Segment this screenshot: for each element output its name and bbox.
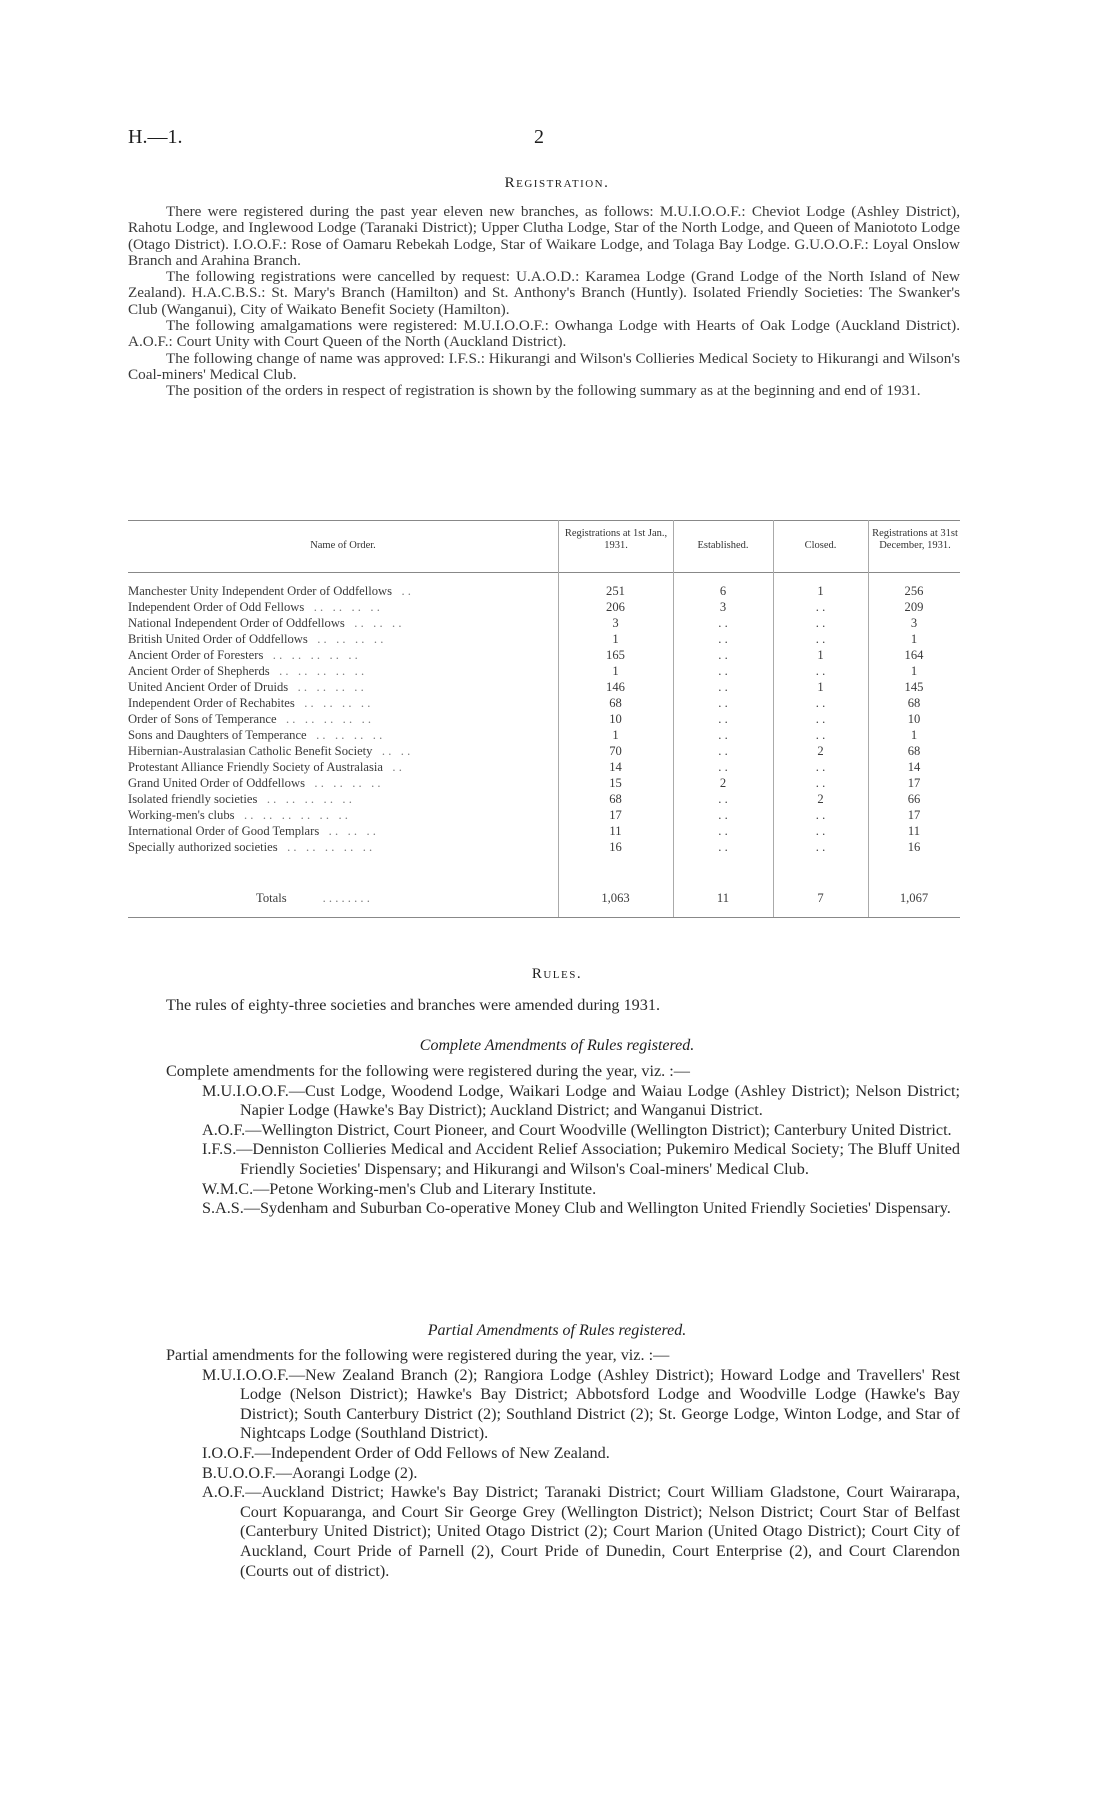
cell-end: 17 <box>907 808 921 822</box>
cell-end: 66 <box>907 792 921 806</box>
amendment-entry: I.O.O.F.—Independent Order of Odd Fellows of New Zealand. <box>202 1443 610 1462</box>
amendment-entry: M.U.I.O.O.F.—Cust Lodge, Woodend Lodge, Waikari Lodge and Waiau Lodge (Ashley District); Nelson District; Napier Lodge (Hawke's Bay District); Auckland District; and Wanganui District. <box>202 1081 960 1120</box>
cell-closed: . . <box>815 664 826 678</box>
cell-start: 14 <box>609 760 622 774</box>
cell-end: 17 <box>907 776 921 790</box>
table-row <box>128 792 960 808</box>
cell-established: . . <box>718 664 728 678</box>
cell-end: 14 <box>907 760 921 774</box>
cell-established: 6 <box>719 584 727 598</box>
order-name-text: Independent Order of Odd Fellows <box>128 600 305 614</box>
order-name <box>128 760 558 775</box>
totals-start: 1,063 <box>601 891 630 905</box>
table-bottom-rule <box>128 917 960 918</box>
rules-title: Rules. <box>531 966 583 982</box>
order-name <box>128 696 558 711</box>
header-established: Established. <box>697 540 749 551</box>
report-code: H.—1. <box>128 126 183 148</box>
header-name-of-order: Name of Order. <box>310 540 376 551</box>
cell-end: 10 <box>907 712 921 726</box>
order-name <box>128 728 558 743</box>
totals-established: 11 <box>716 891 730 905</box>
leader-dots: . . . . . . . . . . . . <box>234 808 348 822</box>
cell-closed: . . <box>815 600 826 614</box>
complete-amendments-lead: Complete amendments for the following were registered during the year, viz. :— <box>166 1062 690 1080</box>
registration-paragraph: The following amalgamations were registered: M.U.I.O.O.F.: Owhanga Lodge with Hearts of Oak Lodge (Auckland District). A.O.F.: Court Unity with Court Queen of the North (Auckland District). <box>128 317 960 351</box>
order-name-text: Order of Sons of Temperance <box>128 712 277 726</box>
cell-established: . . <box>718 824 728 838</box>
cell-start: 206 <box>606 600 625 614</box>
complete-amendments-title: Complete Amendments of Rules registered. <box>419 1037 695 1054</box>
amendment-entry: A.O.F.—Auckland District; Hawke's Bay District; Taranaki District; Court William Gladstone, Court Wairarapa, Court Kopuaranga, and Court Sir George Grey (Wellington District); Nelson District; Court Star of Belfast (Canterbury United District); United Otago District (2); Court Marion (United Otago District); Court City of Auckland, Court Pride of Parnell (2), Court Pride of Dunedin, Court Enterprise (2), and Court Clarendon (Courts out of district). <box>202 1483 960 1580</box>
cell-closed: 1 <box>817 680 824 694</box>
partial-amendments-text <box>128 1346 960 1581</box>
totals-closed: 7 <box>817 891 824 905</box>
cell-established: . . <box>718 616 728 630</box>
rules-intro-text: The rules of eighty-three societies and branches were amended during 1931. <box>166 996 660 1014</box>
leader-dots: . . . . . . . . . . <box>269 664 365 678</box>
rules-intro <box>128 996 960 1016</box>
cell-end: 3 <box>910 616 918 630</box>
leader-dots: . . . . . . . . . . <box>276 712 372 726</box>
table-row <box>128 840 960 856</box>
partial-amendments-lead: Partial amendments for the following were registered during the year, viz. :— <box>166 1346 670 1364</box>
table-row <box>128 600 960 616</box>
amendment-entry: I.F.S.—Denniston Collieries Medical and Accident Relief Association; Pukemiro Medical Society; The Bluff United Friendly Societies' Dispensary; and Hikurangi and Wilson's Coal-miners' Medical Club. <box>202 1140 960 1178</box>
cell-start: 1 <box>612 664 619 678</box>
order-name <box>128 824 558 839</box>
cell-closed: . . <box>815 840 826 854</box>
cell-established: 2 <box>719 776 727 790</box>
cell-end: 209 <box>904 600 924 614</box>
registration-text <box>128 204 960 400</box>
cell-established: . . <box>718 728 728 742</box>
cell-end: 145 <box>904 680 924 694</box>
totals-row <box>128 891 960 907</box>
leader-dots: . . . . . . . . <box>294 696 371 710</box>
order-name-text: Working-men's clubs <box>128 808 235 822</box>
cell-start: 146 <box>606 680 625 694</box>
leader-dots: . . . . . . <box>344 616 402 630</box>
header-registrations-end: Registrations at 31st December, 1931. <box>872 528 958 551</box>
table-row <box>128 632 960 648</box>
registration-paragraph: The following registrations were cancelled by request: U.A.O.D.: Karamea Lodge (Grand Lodge of the North Island of New Zealand). H.A.C.B.S.: St. Mary's Branch (Hamilton) and St. Anthony's Branch (Huntly). Isolated Friendly Societies: The Swanker's Club (Wanganui), City of Waikato Benefit Society (Hamilton). <box>128 268 960 318</box>
cell-start: 70 <box>609 744 622 758</box>
cell-established: . . <box>718 760 728 774</box>
complete-amendments-text <box>128 1062 960 1219</box>
table-row <box>128 728 960 744</box>
totals-end: 1,067 <box>899 891 929 905</box>
cell-established: . . <box>718 696 728 710</box>
order-name-text: Hibernian-Australasian Catholic Benefit Society <box>128 744 373 758</box>
cell-closed: . . <box>815 808 826 822</box>
cell-established: 3 <box>719 600 727 614</box>
order-name-text: National Independent Order of Oddfellows <box>128 616 345 630</box>
leader-dots: . . . . . . . . <box>306 728 383 742</box>
order-name-text: Ancient Order of Shepherds <box>128 664 270 678</box>
order-name <box>128 840 558 855</box>
table-top-rule <box>128 520 960 521</box>
amendment-entry: S.A.S.—Sydenham and Suburban Co-operative Money Club and Wellington United Friendly Societies' Dispensary. <box>202 1199 951 1218</box>
cell-end: 68 <box>907 696 921 710</box>
cell-start: 10 <box>609 712 622 726</box>
order-name <box>128 616 558 631</box>
cell-closed: . . <box>815 824 826 838</box>
order-name <box>128 664 558 679</box>
registration-paragraph: The position of the orders in respect of registration is shown by the following summary as at the beginning and end of 1931. <box>166 382 921 400</box>
order-name <box>128 744 558 759</box>
leader-dots: . . . . <box>372 744 411 758</box>
order-name-text: Independent Order of Rechabites <box>128 696 295 710</box>
amendment-entry: W.M.C.—Petone Working-men's Club and Literary Institute. <box>202 1179 597 1198</box>
table-row <box>128 744 960 760</box>
cell-end: 164 <box>904 648 924 662</box>
leader-dots: . . . . . . . . . . <box>277 840 373 854</box>
registration-paragraph: The following change of name was approved: I.F.S.: Hikurangi and Wilson's Collieries Medical Society to Hikurangi and Wilson's Coal-miners' Medical Club. <box>128 349 960 383</box>
totals-label-text: Totals <box>256 891 287 905</box>
order-name-text: International Order of Good Templars <box>128 824 320 838</box>
order-name-text: Sons and Daughters of Temperance <box>128 728 307 742</box>
cell-end: 16 <box>907 840 921 854</box>
cell-established: . . <box>718 840 728 854</box>
order-name <box>128 648 558 663</box>
cell-closed: . . <box>815 696 826 710</box>
table-row <box>128 648 960 664</box>
cell-closed: 1 <box>817 648 824 662</box>
cell-end: 256 <box>904 584 924 598</box>
cell-start: 3 <box>612 616 619 630</box>
table-row <box>128 776 960 792</box>
leader-dots: . . <box>392 584 411 598</box>
order-name-text: United Ancient Order of Druids <box>128 680 289 694</box>
order-name-text: Grand United Order of Oddfellows <box>128 776 305 790</box>
cell-start: 17 <box>609 808 622 822</box>
order-name <box>128 808 558 823</box>
table-row <box>128 664 960 680</box>
cell-established: . . <box>718 712 728 726</box>
cell-start: 251 <box>606 584 625 598</box>
partial-amendments-title: Partial Amendments of Rules registered. <box>427 1322 687 1339</box>
table-row <box>128 824 960 840</box>
order-name-text: British United Order of Oddfellows <box>128 632 308 646</box>
table-row <box>128 584 960 600</box>
leader-dots: . . . . . . . . <box>304 600 380 614</box>
cell-closed: . . <box>815 712 826 726</box>
order-name <box>128 712 558 727</box>
table-header-rule <box>128 572 960 573</box>
cell-established: . . <box>718 680 728 694</box>
leader-dots: . . <box>382 760 402 774</box>
cell-closed: 1 <box>817 584 824 598</box>
header-closed: Closed. <box>804 540 837 551</box>
order-name <box>128 584 558 599</box>
order-name <box>128 680 558 695</box>
cell-established: . . <box>718 632 728 646</box>
order-name-text: Manchester Unity Independent Order of Oddfellows <box>128 584 393 598</box>
cell-start: 16 <box>609 840 622 854</box>
cell-start: 68 <box>609 696 622 710</box>
cell-closed: 2 <box>817 744 824 758</box>
cell-end: 11 <box>907 824 921 838</box>
leader-dots: . . . . . . . . . . <box>257 792 352 806</box>
page-number: 2 <box>534 126 544 148</box>
registration-summary-table <box>128 520 960 920</box>
totals-label <box>128 891 558 906</box>
amendment-entry: A.O.F.—Wellington District, Court Pioneer, and Court Woodville (Wellington District); Canterbury United District. <box>202 1120 952 1139</box>
table-row <box>128 616 960 632</box>
amendment-entry: B.U.O.O.F.—Aorangi Lodge (2). <box>202 1463 418 1482</box>
order-name <box>128 776 558 791</box>
cell-start: 1 <box>612 632 619 646</box>
cell-end: 1 <box>910 664 918 678</box>
cell-closed: . . <box>815 776 826 790</box>
table-row <box>128 712 960 728</box>
leader-dots: . . . . . . . . <box>304 776 381 790</box>
registration-title: Registration. <box>504 175 610 191</box>
table-row <box>128 808 960 824</box>
leader-dots: . . . . . . . . <box>288 680 364 694</box>
cell-closed: 2 <box>817 792 824 806</box>
leader-dots: . . . . . . <box>319 824 376 838</box>
leader-dots: . . . . . . . . <box>307 632 384 646</box>
leader-dots: . . . . . . . . . . <box>263 648 358 662</box>
cell-end: 68 <box>907 744 921 758</box>
cell-closed: . . <box>815 728 826 742</box>
table-row <box>128 760 960 776</box>
cell-end: 1 <box>910 632 918 646</box>
cell-start: 165 <box>606 648 625 662</box>
order-name <box>128 792 558 807</box>
amendment-entry: M.U.I.O.O.F.—New Zealand Branch (2); Rangiora Lodge (Ashley District); Howard Lodge and Travellers' Rest Lodge (Nelson District); Hawke's Bay District; Abbotsford Lodge and Woodville Lodge (Hawke's Bay District); South Canterbury District (2); Southland District (2); St. George Lodge, Winton Lodge, and Star of Nightcaps Lodge (Southland District). <box>202 1365 960 1443</box>
cell-established: . . <box>718 648 728 662</box>
cell-established: . . <box>718 808 728 822</box>
order-name <box>128 600 558 615</box>
cell-start: 1 <box>612 728 619 742</box>
cell-established: . . <box>718 744 728 758</box>
registration-paragraph: There were registered during the past year eleven new branches, as follows: M.U.I.O.O.F.: Cheviot Lodge (Ashley District), Rahotu Lodge, and Inglewood Lodge (Taranaki District); Upper Clutha Lodge, Star of the North Lodge, and Queen of Maniototo Lodge (Otago District). I.O.O.F.: Rose of Oamaru Rebekah Lodge, Star of Waikare Lodge, and Tolaga Bay Lodge. G.U.O.O.F.: Loyal Onslow Branch and Arahina Branch. <box>128 203 960 269</box>
cell-closed: . . <box>815 632 826 646</box>
cell-start: 11 <box>609 824 622 838</box>
order-name-text: Isolated friendly societies <box>128 792 258 806</box>
cell-established: . . <box>718 792 728 806</box>
cell-closed: . . <box>815 760 826 774</box>
order-name-text: Protestant Alliance Friendly Society of Australasia <box>128 760 383 774</box>
cell-start: 68 <box>609 792 622 806</box>
order-name-text: Ancient Order of Foresters <box>128 648 264 662</box>
order-name-text: Specially authorized societies <box>128 840 278 854</box>
leader-dots: . . . . . . . . <box>322 891 370 905</box>
cell-closed: . . <box>815 616 826 630</box>
header-registrations-start: Registrations at 1st Jan., 1931. <box>564 528 668 551</box>
table-row <box>128 696 960 712</box>
cell-end: 1 <box>910 728 918 742</box>
table-row <box>128 680 960 696</box>
order-name <box>128 632 558 647</box>
cell-start: 15 <box>609 776 622 790</box>
